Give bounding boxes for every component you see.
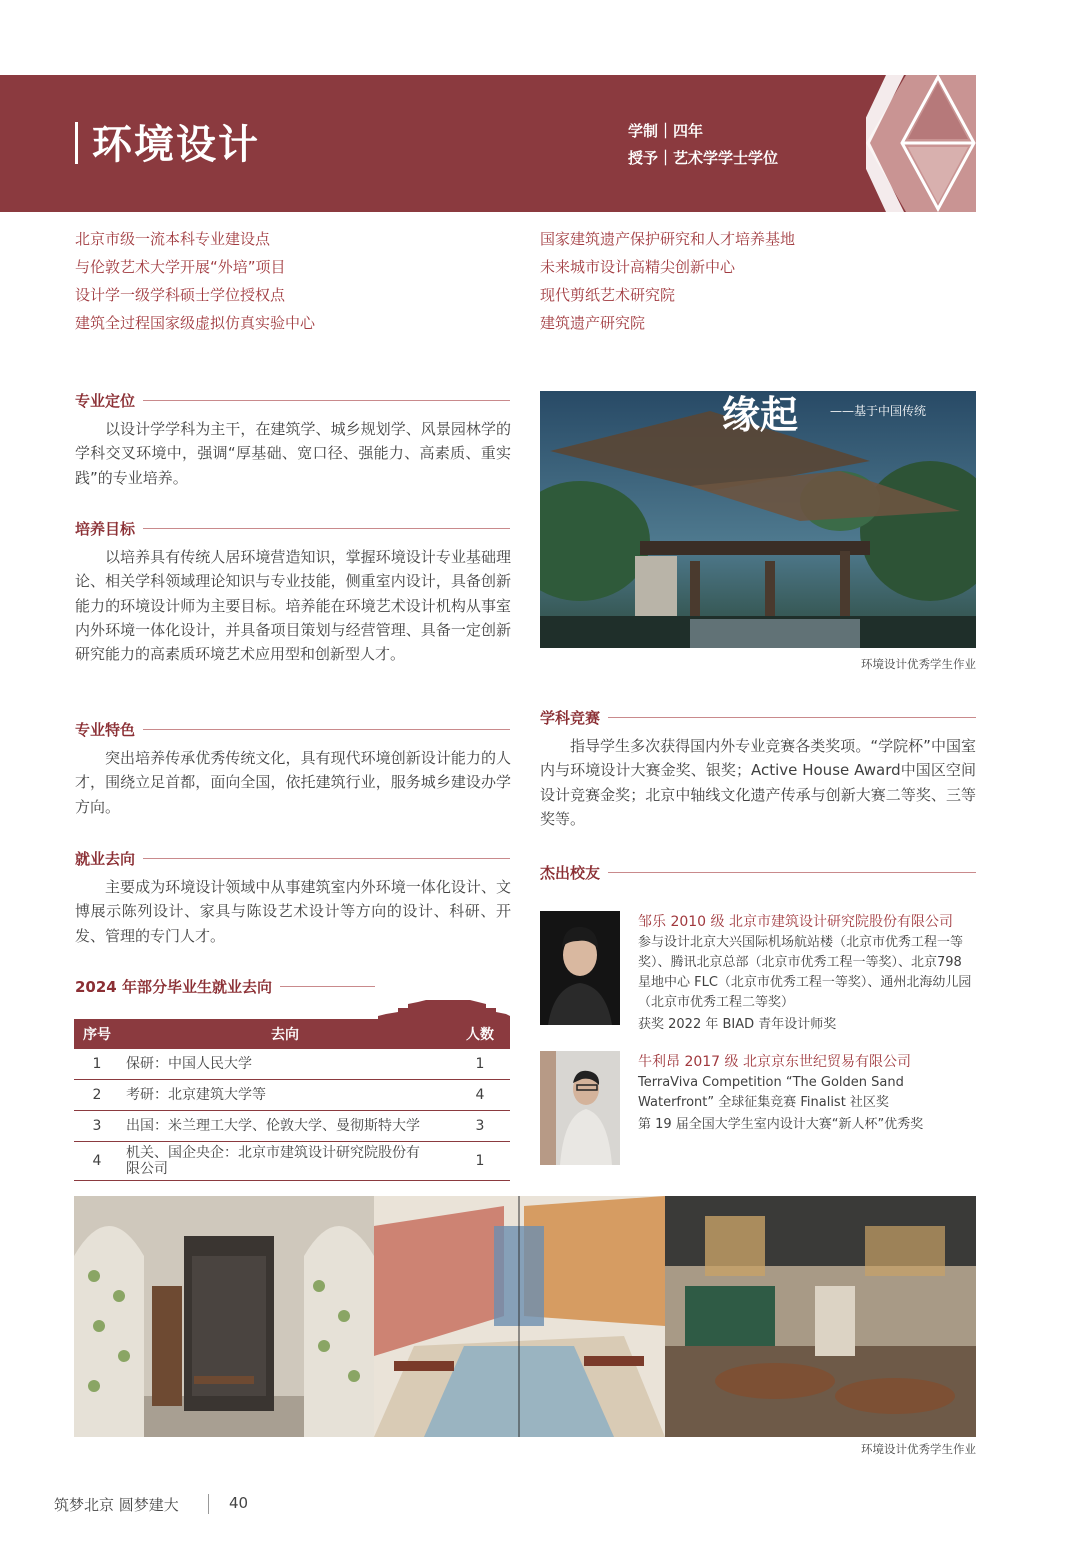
section-title: 杰出校友 <box>540 864 601 882</box>
page-number: 40 <box>229 1494 249 1512</box>
highlight-item: 建筑全过程国家级虚拟仿真实验中心 <box>75 314 316 332</box>
section-title: 专业定位 <box>75 392 136 410</box>
geometric-logo-decoration <box>866 75 976 212</box>
roof-silhouette-decoration <box>378 998 510 1020</box>
section-heading-goals <box>75 518 510 539</box>
student-work-image-corridor <box>74 1196 374 1437</box>
hero-caption: 环境设计优秀学生作业 <box>861 657 976 671</box>
section-heading-competition <box>540 707 976 728</box>
alumni-heading: 牛利昂 2017 级 北京京东世纪贸易有限公司 <box>638 1054 911 1070</box>
highlight-item: 北京市级一流本科专业建设点 <box>75 230 271 248</box>
column-header: 去向 <box>120 1019 450 1049</box>
section-title: 就业去向 <box>75 850 136 868</box>
table-header-row <box>74 1019 510 1049</box>
highlight-item: 与伦敦艺术大学开展“外培”项目 <box>75 258 286 276</box>
employment-paragraph: 主要成为环境设计领域中从事建筑室内外环境一体化设计、文博展示陈列设计、家具与陈设艺术设计等方向的设计、科研、开发、管理的专门人才。 <box>75 878 511 945</box>
section-title: 培养目标 <box>75 520 136 538</box>
column-header: 人数 <box>450 1019 510 1049</box>
column-header: 序号 <box>74 1019 120 1049</box>
cell-no: 3 <box>74 1111 120 1142</box>
table-row <box>74 1080 510 1111</box>
alumni-award: 第 19 届全国大学生室内设计大赛“新人杯”优秀奖 <box>638 1117 924 1132</box>
alumni-photo-zou <box>540 911 620 1025</box>
alumni-award: 获奖 2022 年 BIAD 青年设计师奖 <box>638 1017 837 1032</box>
table-row <box>74 1111 510 1142</box>
highlight-item: 设计学一级学科硕士学位授权点 <box>75 286 286 304</box>
divider <box>143 528 510 529</box>
hero-title-calligraphy: 缘起 <box>722 392 799 437</box>
alumni-photo-niu <box>540 1051 620 1165</box>
cell-no: 2 <box>74 1080 120 1111</box>
section-heading-positioning <box>75 390 510 411</box>
footer-divider <box>208 1494 209 1514</box>
divider <box>143 729 510 730</box>
cell-dest: 机关、国企央企：北京市建筑设计研究院股份有限公司 <box>120 1142 450 1181</box>
divider <box>608 717 976 718</box>
page-title: 环境设计 <box>92 122 260 168</box>
features-paragraph: 突出培养传承优秀传统文化，具有现代环境创新设计能力的人才，围绕立足首都，面向全国，依托建筑行业，服务城乡建设办学方向。 <box>75 749 511 816</box>
jobs-table-title <box>75 976 375 997</box>
cell-dest: 保研：中国人民大学 <box>120 1049 450 1080</box>
table-row <box>74 1142 510 1181</box>
table-row <box>74 1049 510 1080</box>
section-heading-alumni <box>540 862 976 883</box>
goals-paragraph: 以培养具有传统人居环境营造知识，掌握环境设计专业基础理论、相关学科领域理论知识与专业技能，侧重室内设计，具备创新能力的环境设计师为主要目标。培养能在环境艺术设计机构从事室内外环境一体化设计，并具备项目策划与经营管理、具备一定创新研究能力的高素质环境艺术应用型和创新型人才。 <box>75 548 511 664</box>
alumni-heading: 邹乐 2010 级 北京市建筑设计研究院股份有限公司 <box>638 914 953 930</box>
divider <box>608 872 976 873</box>
cell-dest: 出国：米兰理工大学、伦敦大学、曼彻斯特大学 <box>120 1111 450 1142</box>
section-title: 2024 年部分毕业生就业去向 <box>75 978 272 996</box>
jobs-table <box>74 1019 510 1181</box>
cell-no: 4 <box>74 1142 120 1181</box>
highlight-item: 国家建筑遗产保护研究和人才培养基地 <box>540 230 796 248</box>
divider <box>143 858 510 859</box>
cell-no: 1 <box>74 1049 120 1080</box>
alumni-description: TerraViva Competition “The Golden Sand Waterfront” 全球征集竞赛 Finalist 社区奖 <box>638 1075 904 1110</box>
student-work-image-sketch <box>374 1196 665 1437</box>
competition-paragraph: 指导学生多次获得国内外专业竞赛各类奖项。“学院杯”中国室内与环境设计大赛金奖、银奖；Active House Award中国区空间设计竞赛金奖；北京中轴线文化遗产传承与创新大赛二等奖、三等奖等。 <box>540 737 976 828</box>
bottom-caption: 环境设计优秀学生作业 <box>861 1442 976 1456</box>
section-title: 专业特色 <box>75 721 136 739</box>
section-title: 学科竞赛 <box>540 709 601 727</box>
positioning-paragraph: 以设计学学科为主干，在建筑学、城乡规划学、风景园林学的学科交叉环境中，强调“厚基础、宽口径、强能力、高素质、重实践”的专业培养。 <box>75 420 511 487</box>
footer-slogan: 筑梦北京 圆梦建大 <box>54 1496 179 1514</box>
cell-count: 4 <box>450 1080 510 1111</box>
cell-dest: 考研：北京建筑大学等 <box>120 1080 450 1111</box>
highlights-left <box>75 225 315 337</box>
highlights-right <box>540 225 795 337</box>
student-work-image-restaurant <box>665 1196 976 1437</box>
divider <box>280 986 375 987</box>
cell-count: 3 <box>450 1111 510 1142</box>
title-accent-bar <box>75 122 78 164</box>
alumni-description: 参与设计北京大兴国际机场航站楼（北京市优秀工程一等奖）、腾讯北京总部（北京市优秀工程一等奖）、北京798 星地中心 FLC（北京市优秀工程一等奖）、通州北海幼儿园（北京市优秀工程二等奖） <box>638 935 972 1010</box>
duration-text: 学制｜四年 <box>628 122 704 140</box>
degree-text: 授予｜艺术学学士学位 <box>628 149 779 167</box>
cell-count: 1 <box>450 1049 510 1080</box>
highlight-item: 建筑遗产研究院 <box>540 314 646 332</box>
section-heading-employment <box>75 848 510 869</box>
section-heading-features <box>75 719 510 740</box>
hero-subtitle: ——基于中国传统 <box>830 404 927 418</box>
divider <box>143 400 510 401</box>
cell-count: 1 <box>450 1142 510 1181</box>
highlight-item: 现代剪纸艺术研究院 <box>540 286 676 304</box>
highlight-item: 未来城市设计高精尖创新中心 <box>540 258 736 276</box>
